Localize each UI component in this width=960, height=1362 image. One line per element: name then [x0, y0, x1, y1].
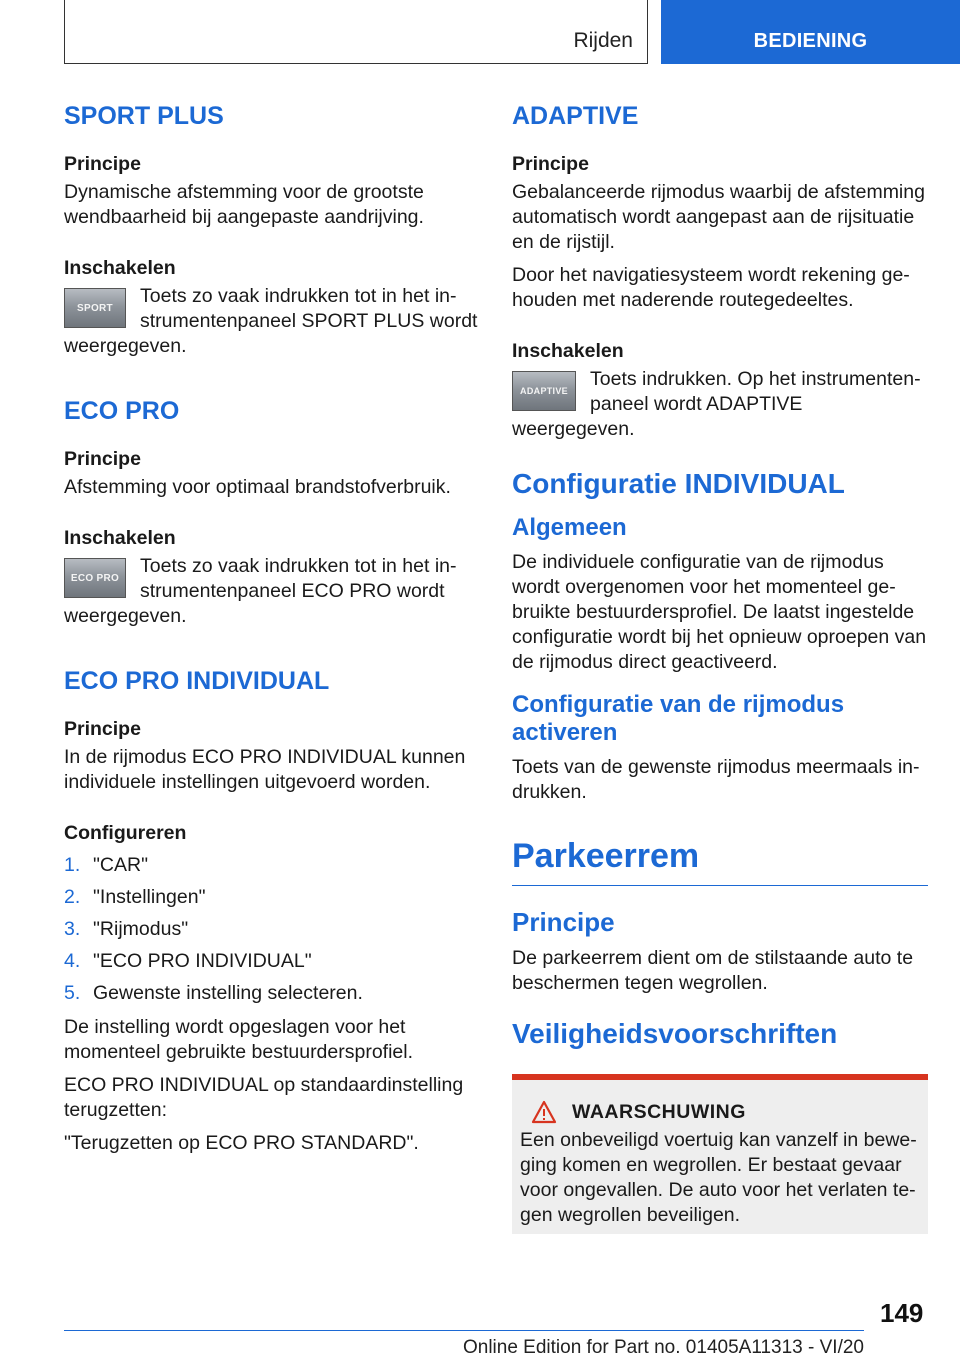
veiligheid-heading: Veiligheidsvoorschriften	[512, 1018, 838, 1049]
sport-plus-inschakelen-label: Inschakelen	[64, 257, 176, 279]
parkeerrem-heading: Parkeerrem	[512, 831, 928, 886]
eco-pro-principe-label: Principe	[64, 448, 141, 470]
activeren-heading: Configuratie van de rijmodus activeren	[512, 691, 845, 746]
sport-plus-instruction	[64, 284, 478, 367]
adaptive-inschakelen-text: Toets indrukken. Op het instrumentenpaneel wordt ADAPTIVE weergegeven.	[512, 368, 921, 440]
algemeen-text: De individuele configuratie van de rijmodus wordt overgenomen voor het momenteel gebruikte bestuurdersprofiel. De laatst ingestelde configuratie wordt bij het opnieuw oproepen van de rijmodus direct geactiveerd.	[512, 551, 927, 673]
reset-text: ECO PRO INDIVIDUAL op standaardinstelling terugzetten:	[64, 1074, 464, 1121]
step-number: 5.	[64, 982, 81, 1004]
parkeerrem-principe-text: De parkeerrem dient om de stilstaande auto te beschermen tegen wegrollen.	[512, 947, 914, 994]
list-item	[64, 945, 478, 977]
page-number: 149	[880, 1298, 924, 1328]
adaptive-button-icon: ADAPTIVE	[512, 371, 576, 411]
step-number: 3.	[64, 918, 81, 940]
eco-pro-heading: ECO PRO	[64, 397, 180, 425]
step-text: Gewenste instelling selecteren.	[93, 982, 363, 1004]
eco-pro-inschakelen-label: Inschakelen	[64, 527, 176, 549]
reset-option-text: "Terugzetten op ECO PRO STANDARD".	[64, 1132, 419, 1154]
sport-plus-principe-text: Dynamische afstemming voor de grootste wendbaarheid bij aangepaste aandrijving.	[64, 181, 424, 228]
sport-plus-heading: SPORT PLUS	[64, 102, 224, 130]
sport-button-icon: SPORT	[64, 288, 126, 328]
warning-header	[520, 1100, 920, 1124]
list-item	[64, 913, 478, 945]
adaptive-instruction	[512, 367, 928, 450]
config-individual-heading: Configuratie INDIVIDUAL	[512, 468, 845, 499]
right-column	[512, 98, 928, 1234]
sport-plus-inschakelen-text: Toets zo vaak indrukken tot in het instrumentenpaneel SPORT PLUS wordt weergegeven.	[64, 285, 478, 357]
warning-title: WAARSCHUWING	[572, 1100, 746, 1123]
eco-pro-individual-heading: ECO PRO INDIVIDUAL	[64, 667, 330, 695]
eco-pro-individual-principe-text: In de rijmodus ECO PRO INDIVIDUAL kunnen individuele instellingen uitgevoerd worden.	[64, 746, 466, 793]
eco-pro-instruction	[64, 554, 478, 637]
eco-pro-principe-text: Afstemming voor optimaal brandstofverbruik.	[64, 476, 451, 498]
eco-pro-button-icon: ECO PRO	[64, 558, 126, 598]
parkeerrem-principe-heading: Principe	[512, 907, 615, 937]
step-text: "ECO PRO INDIVIDUAL"	[93, 950, 312, 972]
header-section-box	[64, 0, 648, 64]
eco-pro-inschakelen-text: Toets zo vaak indrukken tot in het instrumentenpaneel ECO PRO wordt weergegeven.	[64, 555, 457, 627]
warning-box	[512, 1074, 928, 1234]
sport-plus-principe-label: Principe	[64, 153, 141, 175]
instelling-saved-text: De instelling wordt opgeslagen voor het momenteel gebruikte bestuurdersprofiel.	[64, 1016, 414, 1063]
footer-divider	[64, 1330, 864, 1331]
adaptive-inschakelen-label: Inschakelen	[512, 340, 624, 362]
list-item	[64, 849, 478, 881]
adaptive-principe-text-1: Gebalanceerde rijmodus waarbij de afstemming automatisch wordt aangepast aan de rijsituatie en de rijstijl.	[512, 181, 925, 253]
adaptive-principe-text-2: Door het navigatiesysteem wordt rekening gehouden met naderende routegedeeltes.	[512, 264, 910, 311]
eco-pro-individual-principe-label: Principe	[64, 718, 141, 740]
step-text: "Instellingen"	[93, 886, 206, 908]
adaptive-heading: ADAPTIVE	[512, 102, 639, 130]
step-number: 4.	[64, 950, 81, 972]
warning-text: Een onbeveiligd voertuig kan vanzelf in beweging komen en wegrollen. Er bestaat gevaar voor ongevallen. De auto voor het verlaten tegen wegrollen beveiligen.	[520, 1129, 917, 1226]
activeren-text: Toets van de gewenste rijmodus meermaals indrukken.	[512, 756, 920, 803]
step-number: 1.	[64, 854, 81, 876]
list-item	[64, 881, 478, 913]
algemeen-heading: Algemeen	[512, 514, 627, 541]
configureren-label: Configureren	[64, 822, 187, 844]
step-text: "CAR"	[93, 854, 149, 876]
left-column	[64, 98, 478, 1164]
step-text: "Rijmodus"	[93, 918, 189, 940]
step-number: 2.	[64, 886, 81, 908]
list-item	[64, 977, 478, 1009]
header-section-title: Rijden	[573, 29, 633, 52]
configureren-steps	[64, 849, 478, 1009]
header-chapter-tab: BEDIENING	[661, 0, 960, 64]
adaptive-principe-label: Principe	[512, 153, 589, 175]
warning-triangle-icon	[526, 1100, 562, 1124]
footer-edition: Online Edition for Part no. 01405A11313 - VI/20	[462, 1337, 864, 1358]
